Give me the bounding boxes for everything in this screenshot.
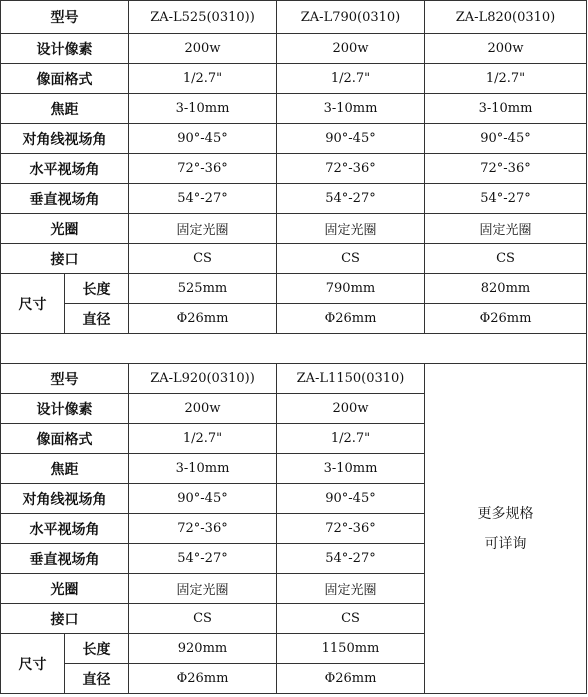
length-cell: 1150mm: [277, 634, 425, 664]
length-cell: 920mm: [129, 634, 277, 664]
more-specs-line: 更多规格: [477, 505, 534, 522]
diameter-cell: Φ26mm: [277, 304, 425, 334]
label-mount: 接口: [1, 244, 129, 274]
label-length: 长度: [65, 274, 129, 304]
label-size: 尺寸: [1, 274, 65, 334]
model-cell: ZA-L790(0310): [277, 1, 425, 34]
more-specs-line: 可详询: [484, 535, 527, 552]
model-cell: ZA-L920(0310)): [129, 364, 277, 394]
label-pixels: 设计像素: [1, 394, 129, 424]
label-diameter: 直径: [65, 304, 129, 334]
diameter-cell: Φ26mm: [129, 304, 277, 334]
horiz-cell: 72°-36°: [277, 154, 425, 184]
label-diag: 对角线视场角: [1, 484, 129, 514]
aperture-cell: 固定光圈: [277, 214, 425, 244]
diag-cell: 90°-45°: [129, 124, 277, 154]
label-diameter: 直径: [65, 664, 129, 694]
label-length: 长度: [65, 634, 129, 664]
row-model: [1, 364, 587, 394]
row-focal: [1, 94, 587, 124]
label-aperture: 光圈: [1, 214, 129, 244]
format-cell: 1/2.7": [129, 424, 277, 454]
horiz-cell: 72°-36°: [129, 514, 277, 544]
diag-cell: 90°-45°: [277, 124, 425, 154]
row-format: [1, 64, 587, 94]
horiz-cell: 72°-36°: [129, 154, 277, 184]
length-cell: 525mm: [129, 274, 277, 304]
diameter-cell: Φ26mm: [425, 304, 587, 334]
label-focal: 焦距: [1, 94, 129, 124]
row-length: [1, 274, 587, 304]
vert-cell: 54°-27°: [129, 544, 277, 574]
pixels-cell: 200w: [129, 34, 277, 64]
focal-cell: 3-10mm: [277, 94, 425, 124]
row-vert: [1, 184, 587, 214]
diag-cell: 90°-45°: [129, 484, 277, 514]
aperture-cell: 固定光圈: [129, 574, 277, 604]
label-horiz: 水平视场角: [1, 514, 129, 544]
diameter-cell: Φ26mm: [277, 664, 425, 694]
row-model: [1, 1, 587, 34]
aperture-cell: 固定光圈: [129, 214, 277, 244]
label-horiz: 水平视场角: [1, 154, 129, 184]
label-diag: 对角线视场角: [1, 124, 129, 154]
pixels-cell: 200w: [425, 34, 587, 64]
horiz-cell: 72°-36°: [425, 154, 587, 184]
length-cell: 820mm: [425, 274, 587, 304]
focal-cell: 3-10mm: [425, 94, 587, 124]
label-aperture: 光圈: [1, 574, 129, 604]
mount-cell: CS: [129, 604, 277, 634]
mount-cell: CS: [277, 244, 425, 274]
diag-cell: 90°-45°: [277, 484, 425, 514]
row-mount: [1, 244, 587, 274]
label-model: 型号: [1, 1, 129, 34]
vert-cell: 54°-27°: [425, 184, 587, 214]
label-pixels: 设计像素: [1, 34, 129, 64]
mount-cell: CS: [425, 244, 587, 274]
mount-cell: CS: [277, 604, 425, 634]
row-pixels: [1, 34, 587, 64]
vert-cell: 54°-27°: [129, 184, 277, 214]
focal-cell: 3-10mm: [277, 454, 425, 484]
label-model: 型号: [1, 364, 129, 394]
vert-cell: 54°-27°: [277, 184, 425, 214]
label-focal: 焦距: [1, 454, 129, 484]
mount-cell: CS: [129, 244, 277, 274]
vert-cell: 54°-27°: [277, 544, 425, 574]
format-cell: 1/2.7": [425, 64, 587, 94]
format-cell: 1/2.7": [129, 64, 277, 94]
model-cell: ZA-L525(0310)): [129, 1, 277, 34]
spacer-row: [1, 334, 587, 364]
aperture-cell: 固定光圈: [277, 574, 425, 604]
aperture-cell: 固定光圈: [425, 214, 587, 244]
blank-separator: [1, 334, 587, 364]
length-cell: 790mm: [277, 274, 425, 304]
label-format: 像面格式: [1, 424, 129, 454]
pixels-cell: 200w: [277, 34, 425, 64]
model-cell: ZA-L820(0310): [425, 1, 587, 34]
pixels-cell: 200w: [277, 394, 425, 424]
horiz-cell: 72°-36°: [277, 514, 425, 544]
model-cell: ZA-L1150(0310): [277, 364, 425, 394]
row-horiz: [1, 154, 587, 184]
label-mount: 接口: [1, 604, 129, 634]
more-specs-note: [425, 364, 587, 694]
row-aperture: [1, 214, 587, 244]
label-vert: 垂直视场角: [1, 544, 129, 574]
diag-cell: 90°-45°: [425, 124, 587, 154]
diameter-cell: Φ26mm: [129, 664, 277, 694]
label-size: 尺寸: [1, 634, 65, 694]
row-diameter: [1, 304, 587, 334]
format-cell: 1/2.7": [277, 64, 425, 94]
label-format: 像面格式: [1, 64, 129, 94]
label-vert: 垂直视场角: [1, 184, 129, 214]
focal-cell: 3-10mm: [129, 94, 277, 124]
focal-cell: 3-10mm: [129, 454, 277, 484]
pixels-cell: 200w: [129, 394, 277, 424]
row-diag: [1, 124, 587, 154]
format-cell: 1/2.7": [277, 424, 425, 454]
